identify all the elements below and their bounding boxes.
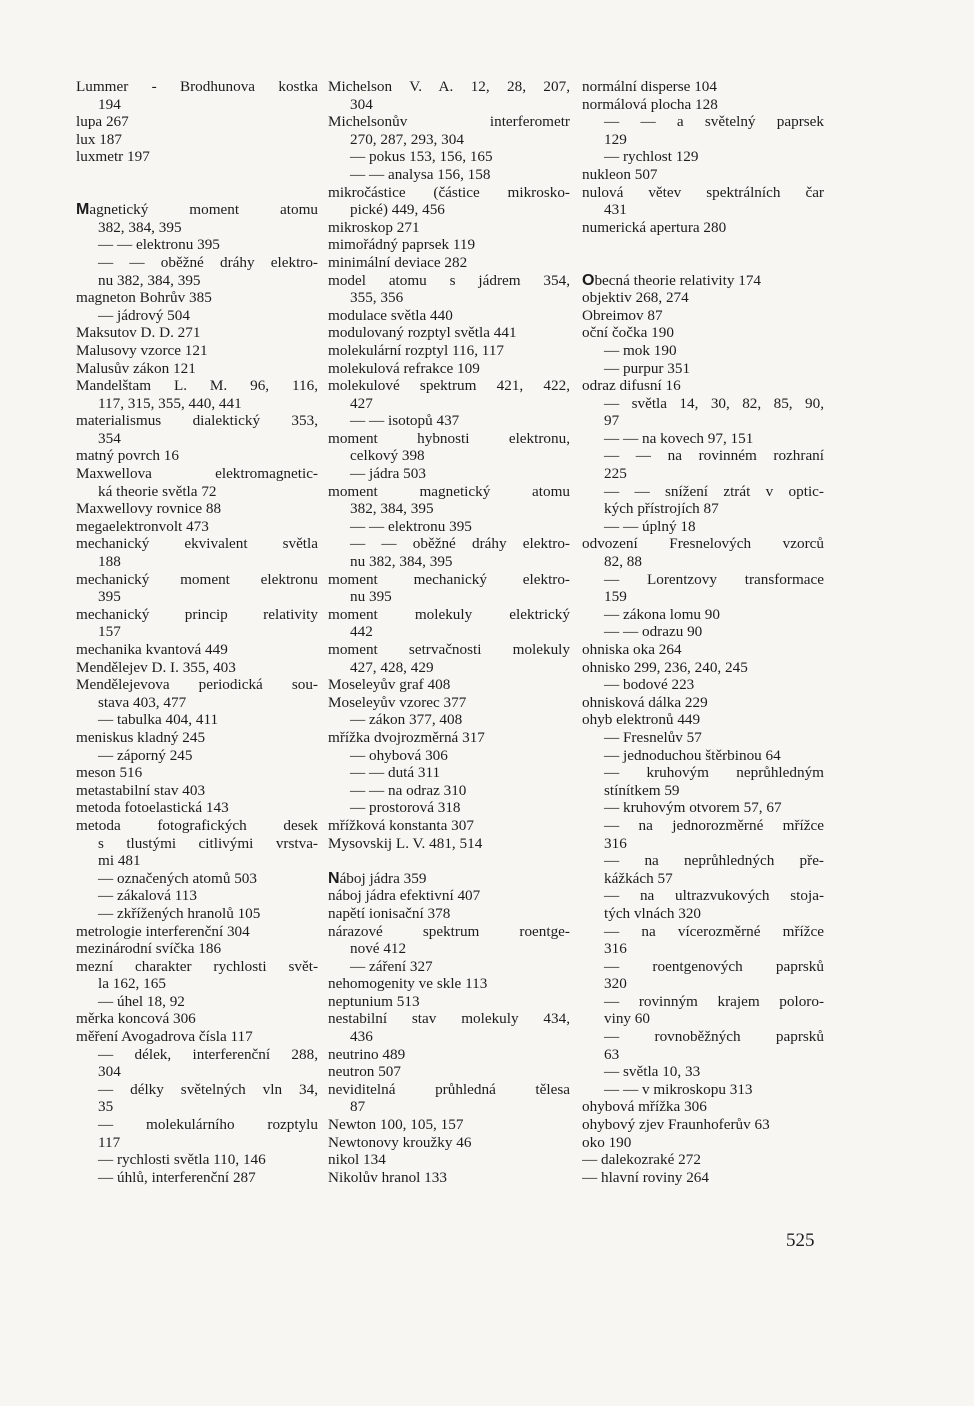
index-entry: ohybová mřížka 306: [582, 1098, 707, 1116]
index-entry: oko 190: [582, 1133, 632, 1151]
index-entry: mechanický princip relativity: [76, 605, 318, 623]
index-entry-continuation: — úhlů, interferenční 287: [98, 1168, 256, 1186]
index-entry: metrologie interferenční 304: [76, 922, 250, 940]
index-entry: Newtonovy kroužky 46: [328, 1133, 472, 1151]
index-entry: mechanický moment elektronu: [76, 570, 318, 588]
index-entry-continuation: — — na rovinném rozhraní: [604, 447, 824, 465]
index-entry: nukleon 507: [582, 165, 658, 183]
index-entry: Malusovy vzorce 121: [76, 341, 208, 359]
index-entry-continuation: — světla 10, 33: [604, 1063, 701, 1081]
index-entry: normálová plocha 128: [582, 95, 718, 113]
index-entry-continuation: — — odrazu 90: [604, 623, 703, 641]
index-entry-continuation: 129: [604, 130, 627, 148]
index-entry: minimální deviace 282: [328, 253, 468, 271]
index-entry-continuation: — ohybová 306: [350, 746, 448, 764]
index-entry-continuation: — označených atomů 503: [98, 869, 257, 887]
index-entry-continuation: 270, 287, 293, 304: [350, 130, 464, 148]
index-entry-continuation: — pokus 153, 156, 165: [350, 148, 493, 166]
index-entry: lupa 267: [76, 113, 129, 131]
index-entry: nestabilní stav molekuly 434,: [328, 1010, 570, 1028]
index-entry-continuation: — délky světelných vln 34,: [98, 1080, 318, 1098]
index-entry-continuation: — zákona lomu 90: [604, 605, 720, 623]
index-entry: odraz difusní 16: [582, 377, 681, 395]
index-entry-continuation: — záporný 245: [98, 746, 193, 764]
index-entry: — hlavní roviny 264: [582, 1168, 709, 1186]
index-entry: Nikolův hranol 133: [328, 1168, 447, 1186]
index-entry: — dalekozraké 272: [582, 1151, 701, 1169]
index-entry: Náboj jádra 359: [328, 869, 427, 887]
index-entry-continuation: 194: [98, 95, 121, 113]
index-entry: model atomu s jádrem 354,: [328, 271, 570, 289]
index-entry: Mendělejevova periodická sou-: [76, 676, 318, 694]
index-entry: metastabilní stav 403: [76, 781, 206, 799]
section-initial-letter: O: [582, 271, 595, 289]
section-gap: [76, 184, 318, 202]
index-entry-continuation: — rychlosti světla 110, 146: [98, 1151, 266, 1169]
index-entry-continuation: — na neprůhledných pře-: [604, 852, 824, 870]
index-entry-continuation: — purpur 351: [604, 359, 691, 377]
index-entry: Moseleyův graf 408: [328, 676, 451, 694]
index-entry-continuation: — jednoduchou štěrbinou 64: [604, 746, 781, 764]
index-entry: Obecná theorie relativity 174: [582, 271, 762, 289]
index-entry-continuation: 382, 384, 395: [98, 218, 182, 236]
index-entry: ohnisko 299, 236, 240, 245: [582, 658, 748, 676]
index-entry: nulová větev spektrálních čar: [582, 183, 824, 201]
index-entry-continuation: — délek, interferenční 288,: [98, 1045, 318, 1063]
index-entry-continuation: — — na odraz 310: [350, 781, 467, 799]
index-entry-continuation: 354: [98, 429, 121, 447]
index-entry-continuation: 442: [350, 623, 373, 641]
index-entry: neutron 507: [328, 1063, 401, 1081]
index-entry-continuation: — Lorentzovy transformace: [604, 570, 824, 588]
index-entry-continuation: ká theorie světla 72: [98, 482, 217, 500]
index-entry-continuation: — — isotopů 437: [350, 412, 460, 430]
index-entry: Maxwellova elektromagnetic-: [76, 465, 318, 483]
index-entry-continuation: — — na kovech 97, 151: [604, 429, 754, 447]
index-entry: ohniska oka 264: [582, 641, 682, 658]
index-entry-continuation: nu 382, 384, 395: [350, 553, 453, 571]
index-entry-continuation: 316: [604, 940, 627, 958]
index-entry-continuation: — roentgenových paprsků: [604, 957, 824, 975]
index-entry: moment setrvačnosti molekuly: [328, 641, 570, 658]
index-entry-continuation: 355, 356: [350, 289, 404, 307]
index-entry: nikol 134: [328, 1151, 386, 1169]
index-entry: oční čočka 190: [582, 324, 674, 342]
index-entry: Maxwellovy rovnice 88: [76, 500, 222, 518]
index-entry-continuation: — — úplný 18: [604, 517, 696, 535]
index-entry: nehomogenity ve skle 113: [328, 975, 488, 993]
index-entry-continuation: — tabulka 404, 411: [98, 711, 219, 729]
index-entry-continuation: pické) 449, 456: [350, 201, 445, 219]
index-entry: numerická apertura 280: [582, 218, 727, 236]
index-entry: luxmetr 197: [76, 148, 150, 166]
index-entry: neviditelná průhledná tělesa: [328, 1080, 570, 1098]
index-entry: mezní charakter rychlosti svět-: [76, 957, 318, 975]
index-entry-continuation: — zákon 377, 408: [350, 711, 463, 729]
index-entry: metoda fotografických desek: [76, 816, 318, 834]
index-entry-continuation: 320: [604, 975, 627, 993]
index-entry-continuation: — úhel 18, 92: [98, 992, 185, 1010]
index-entry-continuation: 117: [98, 1133, 121, 1151]
section-initial-letter: M: [76, 201, 90, 219]
index-entry-continuation: 157: [98, 623, 121, 641]
index-entry: Mysovskij L. V. 481, 514: [328, 834, 483, 852]
index-entry-continuation: — mok 190: [604, 341, 677, 359]
index-entry: ohybový zjev Fraunhoferův 63: [582, 1116, 770, 1134]
index-entry: matný povrch 16: [76, 447, 179, 465]
index-entry-continuation: — jádrový 504: [98, 306, 190, 324]
page-number: 525: [786, 1230, 815, 1251]
index-entry-continuation: 87: [350, 1098, 366, 1116]
index-entry: lux 187: [76, 130, 122, 148]
index-entry: meniskus kladný 245: [76, 728, 206, 746]
index-entry-continuation: mi 481: [98, 852, 141, 870]
index-entry: molekulová refrakce 109: [328, 359, 480, 377]
index-entry: Lummer - Brodhunova kostka: [76, 78, 318, 95]
index-entry-continuation: — — dutá 311: [350, 764, 441, 782]
index-entry: neutrino 489: [328, 1045, 406, 1063]
index-entry: moment magnetický atomu: [328, 482, 570, 500]
index-entry-continuation: tých vlnách 320: [604, 904, 702, 922]
index-entry-continuation: celkový 398: [350, 447, 425, 465]
index-entry-continuation: — — snížení ztrát v optic-: [604, 482, 824, 500]
index-entry: mechanický ekvivalent světla: [76, 535, 318, 553]
index-entry-continuation: — prostorová 318: [350, 799, 461, 817]
index-entry-continuation: 427, 428, 429: [350, 658, 434, 676]
index-entry-continuation: 117, 315, 355, 440, 441: [98, 394, 242, 412]
index-entry-continuation: kých přístrojích 87: [604, 500, 719, 518]
index-entry: molekulární rozptyl 116, 117: [328, 341, 505, 359]
index-entry-continuation: 431: [604, 201, 627, 219]
index-entry-continuation: — — oběžné dráhy elektro-: [98, 253, 318, 271]
index-entry-continuation: — světla 14, 30, 82, 85, 90,: [604, 394, 824, 412]
index-entry-continuation: viny 60: [604, 1010, 650, 1028]
index-entry-continuation: nu 395: [350, 588, 392, 606]
index-entry: mimořádný paprsek 119: [328, 236, 476, 254]
index-entry: megaelektronvolt 473: [76, 517, 209, 535]
index-entry: mikročástice (částice mikrosko-: [328, 183, 570, 201]
index-entry: objektiv 268, 274: [582, 289, 689, 307]
index-entry-continuation: — — elektronu 395: [98, 236, 220, 254]
index-entry-continuation: — kruhovým neprůhledným: [604, 764, 824, 782]
index-column-3: [582, 78, 824, 1186]
index-entry-continuation: — — oběžné dráhy elektro-: [350, 535, 570, 553]
index-entry: odvození Fresnelových vzorců: [582, 535, 824, 553]
index-entry-continuation: — — a světelný paprsek: [604, 113, 824, 131]
index-entry-continuation: s tlustými citlivými vrstva-: [98, 834, 318, 852]
index-entry-continuation: 304: [98, 1063, 121, 1081]
index-entry: molekulové spektrum 421, 422,: [328, 377, 570, 395]
index-entry-continuation: — na vícerozměrné mřížce: [604, 922, 824, 940]
index-entry-continuation: la 162, 165: [98, 975, 166, 993]
section-gap: [76, 166, 318, 184]
index-entry-continuation: 304: [350, 95, 373, 113]
index-entry-continuation: — rychlost 129: [604, 148, 699, 166]
index-entry: Newton 100, 105, 157: [328, 1116, 464, 1134]
index-entry: Mandelštam L. M. 96, 116,: [76, 377, 318, 395]
index-entry: Michelson V. A. 12, 28, 207,: [328, 78, 570, 95]
index-entry: moment mechanický elektro-: [328, 570, 570, 588]
index-entry: mezinárodní svíčka 186: [76, 940, 222, 958]
index-entry-continuation: — na ultrazvukových stoja-: [604, 887, 824, 905]
index-entry: moment hybnosti elektronu,: [328, 429, 570, 447]
index-entry-continuation: — zákalová 113: [98, 887, 197, 905]
index-entry: mikroskop 271: [328, 218, 420, 236]
index-entry-continuation: — na jednorozměrné mřížce: [604, 816, 824, 834]
index-entry: metoda fotoelastická 143: [76, 799, 229, 817]
index-entry: Moseleyův vzorec 377: [328, 693, 467, 711]
index-entry-continuation: stínítkem 59: [604, 781, 680, 799]
index-entry: ohyb elektronů 449: [582, 711, 701, 729]
index-entry-continuation: 225: [604, 465, 627, 483]
index-entry: měrka koncová 306: [76, 1010, 196, 1028]
index-entry-continuation: 316: [604, 834, 627, 852]
index-entry-continuation: — bodové 223: [604, 676, 695, 694]
index-entry: mřížková konstanta 307: [328, 816, 474, 834]
index-entry: normální disperse 104: [582, 78, 717, 95]
index-entry-continuation: 82, 88: [604, 553, 642, 571]
index-entry: Maksutov D. D. 271: [76, 324, 201, 342]
index-entry: nárazové spektrum roentge-: [328, 922, 570, 940]
index-entry-continuation: kážkách 57: [604, 869, 673, 887]
index-entry: modulovaný rozptyl světla 441: [328, 324, 517, 342]
index-entry-continuation: stava 403, 477: [98, 693, 187, 711]
index-entry-continuation: 382, 384, 395: [350, 500, 434, 518]
index-entry: napětí ionisační 378: [328, 904, 451, 922]
index-entry: Obreimov 87: [582, 306, 663, 324]
index-entry-continuation: — jádra 503: [350, 465, 426, 483]
index-entry-continuation: — Fresnelův 57: [604, 728, 702, 746]
index-entry-continuation: — — v mikroskopu 313: [604, 1080, 753, 1098]
index-entry-continuation: — kruhovým otvorem 57, 67: [604, 799, 782, 817]
index-entry: ohnisková dálka 229: [582, 693, 708, 711]
index-entry: měření Avogadrova čísla 117: [76, 1028, 253, 1046]
section-gap: [328, 852, 570, 870]
index-entry-continuation: — — elektronu 395: [350, 517, 472, 535]
index-entry-continuation: — rovnoběžných paprsků: [604, 1028, 824, 1046]
index-entry-continuation: — záření 327: [350, 957, 433, 975]
index-entry: náboj jádra efektivní 407: [328, 887, 481, 905]
index-entry: Malusův zákon 121: [76, 359, 196, 377]
section-initial-letter: N: [328, 869, 340, 887]
section-gap: [582, 254, 824, 272]
index-entry-continuation: 63: [604, 1045, 620, 1063]
index-entry: meson 516: [76, 764, 143, 782]
index-entry-continuation: — rovinným krajem poloro-: [604, 992, 824, 1010]
index-entry-continuation: 97: [604, 412, 620, 430]
index-entry-continuation: nu 382, 384, 395: [98, 271, 201, 289]
index-entry-continuation: 436: [350, 1028, 373, 1046]
index-column-2: [328, 78, 570, 1186]
index-entry-continuation: — molekulárního rozptylu: [98, 1116, 318, 1134]
index-entry: mřížka dvojrozměrná 317: [328, 728, 485, 746]
index-entry: mechanika kvantová 449: [76, 641, 228, 658]
index-column-1: [76, 78, 318, 1186]
index-entry: magneton Bohrův 385: [76, 289, 212, 307]
index-entry-continuation: 35: [98, 1098, 114, 1116]
index-entry: Magnetický moment atomu: [76, 201, 318, 219]
index-entry: neptunium 513: [328, 992, 420, 1010]
index-entry-continuation: nové 412: [350, 940, 407, 958]
index-entry-continuation: — zkřížených hranolů 105: [98, 904, 261, 922]
index-entry-continuation: 427: [350, 394, 373, 412]
index-entry: modulace světla 440: [328, 306, 453, 324]
index-entry-continuation: 188: [98, 553, 121, 571]
index-entry-continuation: — — analysa 156, 158: [350, 165, 491, 183]
index-entry-continuation: 159: [604, 588, 627, 606]
index-entry: moment molekuly elektrický: [328, 605, 570, 623]
index-entry: Mendělejev D. I. 355, 403: [76, 658, 236, 676]
section-gap: [582, 236, 824, 254]
index-entry: materialismus dialektický 353,: [76, 412, 318, 430]
index-entry-continuation: 395: [98, 588, 121, 606]
index-entry: Michelsonův interferometr: [328, 113, 570, 131]
